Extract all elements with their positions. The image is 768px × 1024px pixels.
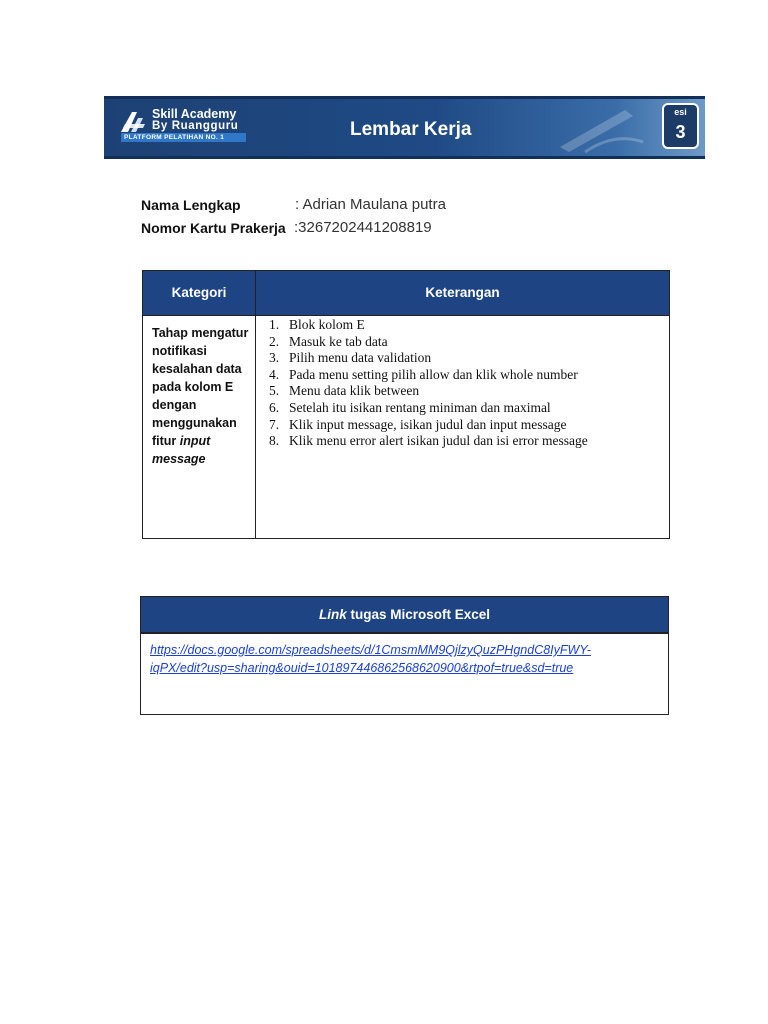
logo-tagline: PLATFORM PELATIHAN NO. 1	[121, 133, 246, 142]
step-number: 3.	[269, 350, 280, 366]
session-label: esi	[674, 107, 687, 117]
logo-title: Skill Academy	[152, 107, 237, 121]
banner-bottom-border	[104, 156, 705, 159]
step-number: 8.	[269, 433, 280, 449]
list-item	[269, 383, 588, 400]
step-text: Masuk ke tab data	[289, 333, 388, 349]
list-item	[269, 334, 588, 351]
column-header-kategori: Kategori	[171, 285, 227, 300]
step-number: 7.	[269, 416, 280, 432]
category-text: Tahap mengatur notifikasi kesalahan data pada kolom E dengan menggunakan fitur	[152, 326, 249, 448]
list-item	[269, 350, 588, 367]
category-cell	[152, 324, 252, 468]
session-badge	[662, 103, 699, 149]
steps-list	[269, 317, 588, 450]
card-number-label: Nomor Kartu Prakerja	[141, 220, 286, 236]
banner-top-border	[104, 96, 705, 99]
session-number: 3	[675, 122, 686, 142]
step-number: 1.	[269, 317, 280, 332]
list-item	[269, 317, 588, 334]
link-line-1: https://docs.google.com/spreadsheets/d/1CmsmMM9QjlzyQuzPHgndC8IyFWY-	[150, 643, 591, 657]
name-value: : Adrian Maulana putra	[295, 196, 446, 213]
column-header-keterangan: Keterangan	[425, 285, 500, 300]
link-header-italic: Link	[318, 607, 347, 622]
skill-academy-logo-icon	[121, 110, 147, 132]
step-number: 4.	[269, 366, 280, 382]
link-header-text: tugas Microsoft Excel	[346, 607, 491, 622]
worksheet-table	[142, 270, 670, 539]
step-number: 5.	[269, 383, 280, 399]
link-line-2: iqPX/edit?usp=sharing&ouid=101897446862568620900&rtpof=true&sd=true	[150, 661, 574, 675]
card-number-value: :3267202441208819	[294, 219, 432, 236]
header-banner	[104, 96, 705, 159]
table-header	[143, 271, 669, 316]
link-table-header	[141, 597, 668, 634]
list-item	[269, 367, 588, 384]
step-text: Pilih menu data validation	[289, 350, 432, 366]
step-text: Blok kolom E	[289, 317, 365, 332]
pen-decoration-icon	[555, 102, 645, 154]
name-label: Nama Lengkap	[141, 197, 241, 213]
step-text: Klik input message, isikan judul dan input message	[289, 416, 567, 432]
excel-link-table	[140, 596, 669, 715]
step-text: Klik menu error alert isikan judul dan isi error message	[289, 433, 588, 449]
step-number: 6.	[269, 399, 280, 415]
column-divider	[255, 271, 256, 538]
page-title: Lembar Kerja	[350, 119, 472, 140]
step-text: Menu data klik between	[289, 383, 420, 399]
step-text: Setelah itu isikan rentang miniman dan maximal	[289, 399, 551, 415]
list-item	[269, 400, 588, 417]
logo-subtitle: By Ruangguru	[152, 120, 239, 132]
list-item	[269, 433, 588, 450]
step-number: 2.	[269, 333, 280, 349]
list-item	[269, 417, 588, 434]
category-italic-text: input message	[152, 434, 211, 466]
step-text: Pada menu setting pilih allow dan klik whole number	[289, 366, 578, 382]
spreadsheet-link[interactable]	[150, 641, 655, 677]
